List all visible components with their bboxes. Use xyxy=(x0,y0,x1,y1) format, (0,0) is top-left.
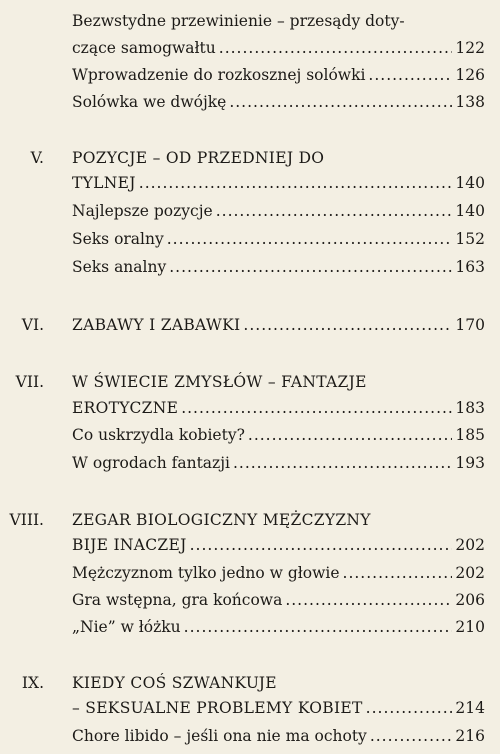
leader-dots xyxy=(169,257,452,277)
toc-entry-line1: Bezwstydne przewinienie – przesądy doty- xyxy=(72,12,405,30)
toc-entry xyxy=(72,38,485,58)
toc-entry-page: 210 xyxy=(455,618,485,636)
toc-entry-title: Seks oralny xyxy=(72,230,164,248)
toc-entry-title: Gra wstępna, gra końcowa xyxy=(72,591,283,609)
chapter-title-line1: KIEDY COŚ SZWANKUJE xyxy=(72,674,277,692)
toc-entry xyxy=(72,229,485,249)
toc-entry-page: 183 xyxy=(455,399,485,417)
toc-entry-page: 163 xyxy=(455,258,485,276)
toc-entry-title: „Nie” w łóżku xyxy=(72,618,181,636)
chapter-number: VII. xyxy=(15,373,44,391)
toc-entry-page: 170 xyxy=(455,316,485,334)
toc-entry-title: Wprowadzenie do rozkosznej solówki xyxy=(72,66,366,84)
chapter-title: BIJE INACZEJ xyxy=(72,536,187,554)
leader-dots xyxy=(184,617,453,637)
leader-dots xyxy=(243,315,452,335)
leader-dots xyxy=(139,173,453,193)
toc-entry-page: 216 xyxy=(455,727,485,745)
toc-entry xyxy=(72,726,485,746)
leader-dots xyxy=(219,38,453,58)
toc-entry-title: Najlepsze pozycje xyxy=(72,202,213,220)
leader-dots xyxy=(368,65,452,85)
chapter-number: V. xyxy=(30,149,44,167)
chapter-entry xyxy=(72,173,485,193)
leader-dots xyxy=(167,229,453,249)
toc-entry-title: W ogrodach fantazji xyxy=(72,454,230,472)
leader-dots xyxy=(366,698,453,718)
toc-entry-title: Mężczyznom tylko jedno w głowie xyxy=(72,564,340,582)
toc-entry-page: 214 xyxy=(455,699,485,717)
chapter-entry xyxy=(72,698,485,718)
toc-entry-page: 152 xyxy=(455,230,485,248)
toc-entry-page: 126 xyxy=(455,66,485,84)
leader-dots xyxy=(248,425,453,445)
toc-entry-title: Solówka we dwójkę xyxy=(72,93,227,111)
toc-entry-page: 202 xyxy=(455,536,485,554)
toc-entry xyxy=(72,563,485,583)
chapter-title-line1: POZYCJE – OD PRZEDNIEJ DO xyxy=(72,149,325,167)
chapter-title: EROTYCZNE xyxy=(72,399,179,417)
chapter-title-line1: ZEGAR BIOLOGICZNY MĘŻCZYZNY xyxy=(72,511,371,529)
toc-entry-title: Co uskrzydla kobiety? xyxy=(72,426,245,444)
chapter-title-line1: W ŚWIECIE ZMYSŁÓW – FANTAZJE xyxy=(72,373,367,391)
chapter-title: TYLNEJ xyxy=(72,174,136,192)
leader-dots xyxy=(370,726,453,746)
chapter-number: VI. xyxy=(21,316,44,334)
toc-entry-title: Seks analny xyxy=(72,258,167,276)
toc-entry xyxy=(72,453,485,473)
leader-dots xyxy=(216,201,453,221)
toc-entry-title: Chore libido – jeśli ona nie ma ochoty xyxy=(72,727,367,745)
toc-entry-title: czące samogwałtu xyxy=(72,39,216,57)
chapter-entry xyxy=(72,315,485,335)
toc-entry xyxy=(72,590,485,610)
toc-entry-page: 202 xyxy=(455,564,485,582)
toc-entry xyxy=(72,65,485,85)
chapter-title: ZABAWY I ZABAWKI xyxy=(72,316,241,334)
toc-entry-page: 206 xyxy=(455,591,485,609)
toc-entry-page: 185 xyxy=(455,426,485,444)
leader-dots xyxy=(285,590,452,610)
toc-entry xyxy=(72,92,485,112)
chapter-entry xyxy=(72,535,485,555)
toc-entry-page: 193 xyxy=(455,454,485,472)
chapter-number: VIII. xyxy=(9,511,44,529)
toc-entry xyxy=(72,425,485,445)
leader-dots xyxy=(343,563,453,583)
leader-dots xyxy=(190,535,453,555)
toc-entry-page: 140 xyxy=(455,202,485,220)
chapter-number: IX. xyxy=(21,674,44,692)
toc-entry-page: 138 xyxy=(455,93,485,111)
chapter-entry xyxy=(72,398,485,418)
leader-dots xyxy=(233,453,452,473)
leader-dots xyxy=(181,398,452,418)
toc-entry xyxy=(72,201,485,221)
toc-entry xyxy=(72,257,485,277)
leader-dots xyxy=(229,92,452,112)
chapter-title: – SEKSUALNE PROBLEMY KOBIET xyxy=(72,699,363,717)
toc-entry xyxy=(72,617,485,637)
toc-entry-page: 140 xyxy=(455,174,485,192)
toc-entry-page: 122 xyxy=(455,39,485,57)
